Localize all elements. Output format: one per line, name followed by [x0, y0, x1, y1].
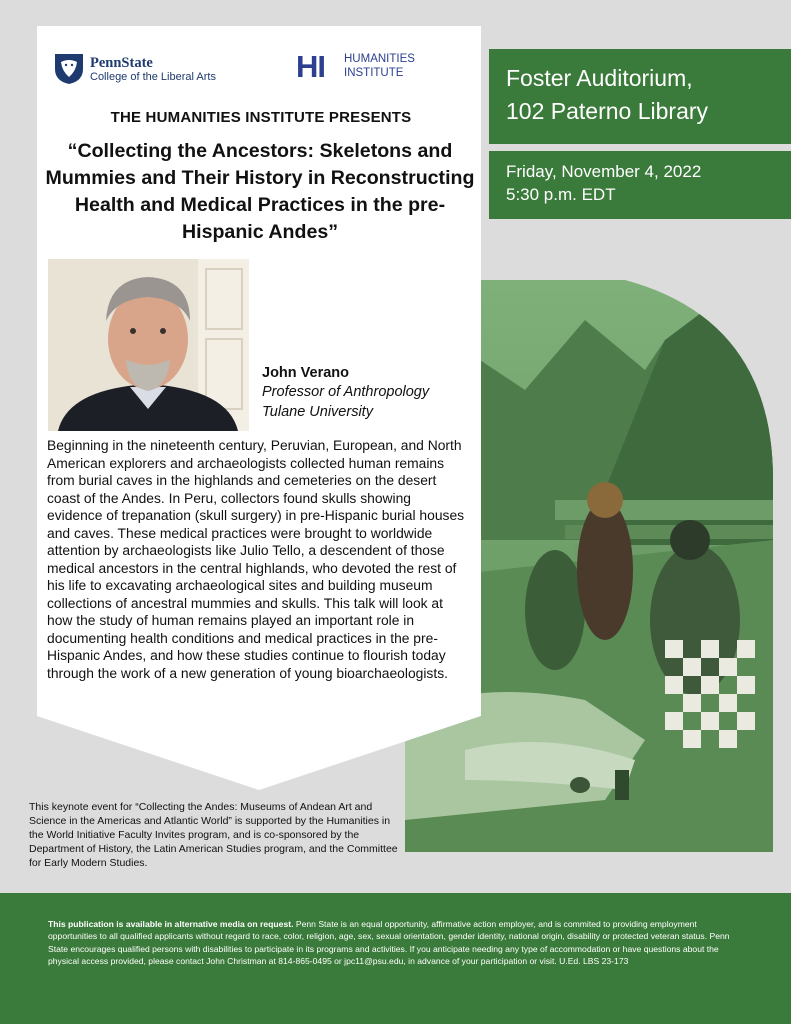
pennstate-wordmark: PennState [90, 55, 153, 71]
event-time: 5:30 p.m. EDT [506, 185, 616, 204]
talk-title: “Collecting the Ancestors: Skeletons and Mummies and Their History in Reconstructing Health and Medical Practices in the pre-Hispanic Andes” [45, 140, 475, 243]
talk-description: Beginning in the nineteenth century, Peruvian, European, and North American explorers and archaeologists collected human remains from burial caves in the highlands and cemeteries on the desert coast of the Andes. In Peru, collectors found skulls showing evidence of trepanation (skull surgery) in pre-Hispanic burial houses and caves. These medical practices were brought to worldwide attention by archaeologists like Julio Tello, a descendent of those medical ancestors in the central highlands, who devoted the rest of his life to excavating archaeological sites and building museum collections of ancestral mummies and skulls. This talk will look at how the study of human remains played an important role in documenting health conditions and medical practices in the pre-Hispanic Andes, and how these studies continue to flourish today through the work of a new generation of young bioarchaeologists. [47, 437, 465, 681]
pennstate-logo [54, 53, 244, 89]
accessibility-lead: This publication is available in alternative media on request. [48, 919, 294, 929]
speaker-portrait [48, 259, 249, 431]
accessibility-body: Penn State is an equal opportunity, affirmative action employer, and is commited to providing employment opportunities to all qualified applicants without regard to race, color, religion, age, sex, sexual orientation, gender identity, national origin, disability or protected veteran status. Penn State encourages qualified persons with disabilities to participate in its programs and activities. If you anticipate needing any type of accommodation or have questions about the physical access provided, please contact John Christman at 814-865-0495 or jpc11@psu.edu, in advance of your participation or visit. U.Ed. LBS 23-173 [48, 919, 730, 967]
venue-text [506, 62, 786, 128]
speaker-title: Professor of Anthropology [262, 384, 430, 400]
event-date: Friday, November 4, 2022 [506, 162, 702, 181]
hi-wordmark [344, 53, 415, 80]
accessibility-statement [48, 918, 748, 968]
presents-heading: THE HUMANITIES INSTITUTE PRESENTS [110, 109, 412, 126]
sponsorship-note: This keynote event for “Collecting the Andes: Museums of Andean Art and Science in the Americas and Atlantic World” is supported by the Humanities in the World Initiative Faculty Invites program, and is co-sponsored by the Department of History, the Latin American Studies program, and the Committee for Early Modern Studies. [29, 801, 398, 869]
speaker-affiliation: Tulane University [262, 404, 373, 420]
hi-monogram: HI [296, 49, 325, 84]
venue-line1: Foster Auditorium, [506, 65, 693, 91]
speaker-name: John Verano [262, 365, 350, 381]
nittany-lion-shield-icon [54, 53, 84, 85]
college-name: College of the Liberal Arts [90, 71, 216, 83]
hi-line1: HUMANITIES [344, 53, 415, 65]
humanities-institute-logo [296, 50, 436, 84]
venue-line2: 102 Paterno Library [506, 98, 709, 124]
hi-line2: INSTITUTE [344, 66, 404, 79]
